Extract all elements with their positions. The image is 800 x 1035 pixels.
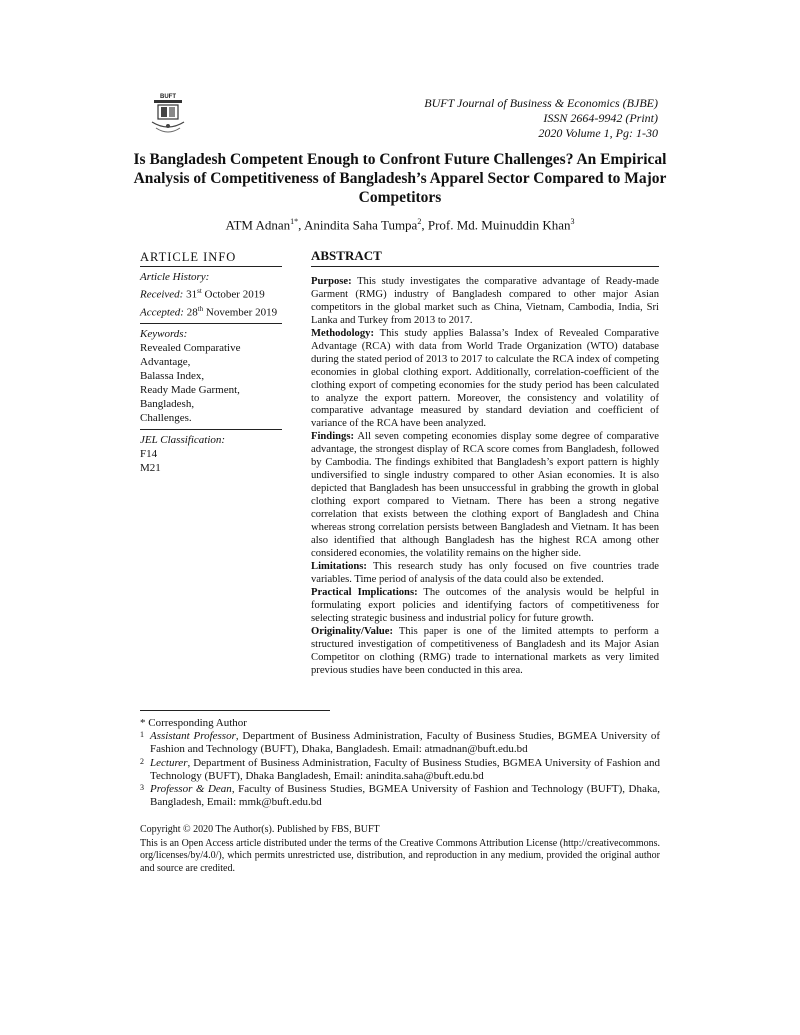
abstract-purpose bbox=[311, 276, 659, 328]
section-label: Findings: bbox=[311, 431, 354, 443]
author-list: ATM Adnan$^{1*}$, Anindita Saha Tumpa$^2$, Prof. Md. Muinuddin Khan$^3$ bbox=[225, 217, 575, 233]
abstract-methodology bbox=[311, 328, 659, 432]
journal-name: BUFT Journal of Business & Economics (BJBE) bbox=[424, 96, 658, 110]
footnote-role: Assistant Professor bbox=[150, 730, 236, 743]
jel-code: F14 bbox=[140, 448, 158, 461]
logo-text: BUFT bbox=[160, 94, 176, 100]
author-name: Anindita Saha Tumpa bbox=[303, 217, 418, 233]
keyword: Bangladesh, bbox=[140, 398, 195, 411]
accepted-suffix: th bbox=[197, 304, 204, 313]
section-label: Practical Implications: bbox=[311, 586, 418, 598]
section-label: Methodology: bbox=[311, 327, 374, 339]
license-text: This is an Open Access article distributed under the terms of the Creative Commons Attribution License (http://creativecommons. org/licenses/by/4.0/), which permits unrestricted use, distribution, and reproduction in any medium, provided the original author and source are credited. bbox=[140, 838, 660, 874]
footnote-text: , Department of Business Administration, Faculty of Business Studies, BGMEA University of Fashion and Technology (BUFT), Dhaka, Bangladesh. Email: atmadnan@buft.edu.bd bbox=[150, 730, 660, 756]
abstract-heading: ABSTRACT bbox=[311, 250, 659, 267]
keyword: Balassa Index, bbox=[140, 370, 205, 383]
footnote-divider bbox=[140, 710, 330, 711]
accepted-day: 28 bbox=[186, 306, 198, 319]
copyright-line: Copyright © 2020 The Author(s). Published by FBS, BUFT bbox=[140, 824, 380, 835]
received-suffix: st bbox=[197, 287, 202, 295]
keywords-label: Keywords: bbox=[140, 328, 188, 341]
footnote-number: 1 bbox=[140, 730, 144, 740]
jel-code: M21 bbox=[140, 462, 161, 475]
footnote-item bbox=[140, 783, 660, 809]
keyword: Challenges. bbox=[140, 412, 192, 425]
journal-header bbox=[424, 96, 658, 141]
accepted-rest: November 2019 bbox=[205, 306, 278, 319]
author-affiliation-mark: 1* bbox=[290, 217, 299, 226]
journal-issn: ISSN 2664-9942 (Print) bbox=[543, 111, 658, 125]
author-name: ATM Adnan bbox=[225, 217, 291, 233]
section-text: This study investigates the comparative advantage of Ready-made Garment (RMG) industry of Bangladesh compared to other major Asian competitors in the global market such as China, Vietnam, Cambodia, India, Sri Lanka and Turkey from 2013 to 2017. bbox=[311, 275, 660, 326]
footnote-item bbox=[140, 757, 660, 783]
journal-volume: 2020 Volume 1, Pg: 1-30 bbox=[538, 126, 658, 140]
received-rest: October 2019 bbox=[204, 288, 265, 301]
section-label: Originality/Value: bbox=[311, 625, 394, 637]
accepted-date bbox=[140, 302, 282, 320]
section-label: Purpose: bbox=[311, 275, 352, 287]
journal-logo bbox=[148, 92, 188, 140]
footnote-text: , Faculty of Business Studies, BGMEA University of Fashion and Technology (BUFT), Dhaka, Bangladesh, Email: mmk@buft.edu.bd bbox=[150, 783, 660, 809]
article-info-heading: ARTICLE INFO bbox=[140, 250, 282, 267]
section-text: The outcomes of the analysis would be helpful in formulating export policies and identifying factors of competitiveness for selecting strategic business and industrial policy for future growth. bbox=[311, 586, 659, 624]
footnote-item bbox=[140, 730, 660, 756]
footnotes bbox=[140, 717, 660, 809]
footnote-role: Lecturer bbox=[150, 756, 188, 769]
footnote-role: Professor & Dean bbox=[150, 783, 232, 796]
paper-title: Is Bangladesh Competent Enough to Confront Future Challenges? An Empirical Analysis of Competitiveness of Bangladesh’s Apparel Sector Compared to Major Competitors bbox=[133, 151, 667, 206]
article-history bbox=[140, 267, 282, 324]
section-label: Limitations: bbox=[311, 560, 367, 572]
author-affiliation-mark: 2 bbox=[417, 217, 422, 226]
abstract-originality bbox=[311, 626, 659, 678]
history-label: Article History: bbox=[140, 271, 210, 283]
keyword: Advantage, bbox=[140, 356, 191, 369]
footnote-number: 3 bbox=[140, 783, 144, 793]
author-name: Prof. Md. Muinuddin Khan bbox=[427, 217, 571, 233]
received-day: 31 bbox=[186, 288, 198, 301]
abstract-limitations bbox=[311, 561, 659, 587]
accepted-label: Accepted: bbox=[140, 306, 184, 319]
keyword: Revealed Comparative bbox=[140, 342, 241, 355]
keyword: Ready Made Garment, bbox=[140, 384, 240, 397]
keywords-section bbox=[140, 324, 282, 430]
article-info bbox=[140, 250, 282, 479]
jel-section bbox=[140, 430, 282, 479]
footnote-text: , Department of Business Administration, Faculty of Business Studies, BGMEA University of Fashion and Technology (BUFT), Dhaka Bangladesh, Email: anindita.saha@buft.edu.bd bbox=[150, 756, 660, 782]
corresponding-author-note: * Corresponding Author bbox=[140, 717, 247, 729]
abstract-practical-implications bbox=[311, 587, 659, 626]
section-text: This paper is one of the limited attempts to perform a structured investigation of competitiveness of Bangladesh and its Major Asian Competitor on clothing (RMG) trade to international markets as very limited previous studies have been conducted in this area. bbox=[311, 625, 659, 676]
author-affiliation-mark: 3 bbox=[570, 217, 575, 226]
section-text: This research study has only focused on five countries trade variables. Time period of analysis of the data could also be extended. bbox=[311, 560, 659, 585]
copyright-block bbox=[140, 824, 660, 875]
abstract-findings bbox=[311, 431, 659, 561]
section-text: This study applies Balassa’s Index of Revealed Comparative Advantage (RCA) with data from World Trade Organization (WTO) database during the stated period of 2013 to 2017 to calculate the RCA index of competing economies in global clothing export. Additionally, correlation-coefficient of the clothing export of competing economies for the study period has been calculated to analyze the export pattern. Moreover, the consistency and volatility of comparative advantage measured by standard deviation and coefficient of variance of the RCA have been analyzed. bbox=[311, 327, 659, 430]
section-text: All seven competing economies display some degree of comparative advantage, the strongest display of RCA score comes from Bangladesh, followed by Cambodia. The findings exhibited that Bangladesh’s export pattern is highly undiversified to single industry compared to other Asian economies. It is also depicted that Bangladesh has been unsuccessful in grabbing the growth in global clothing export compared to Vietnam. There has been a strong negative correlation that exists between the clothing export of Bangladesh and China whereas strong correlation persists between Bangladesh and Vietnam. It has been also identified that although Bangladesh has the highest RCA among other considered economies, the volatility remains on the higher side. bbox=[311, 431, 659, 559]
abstract bbox=[311, 250, 659, 678]
jel-label: JEL Classification: bbox=[140, 434, 226, 447]
received-date bbox=[140, 284, 282, 302]
footnote-number: 2 bbox=[140, 756, 144, 766]
received-label: Received: bbox=[140, 288, 184, 301]
